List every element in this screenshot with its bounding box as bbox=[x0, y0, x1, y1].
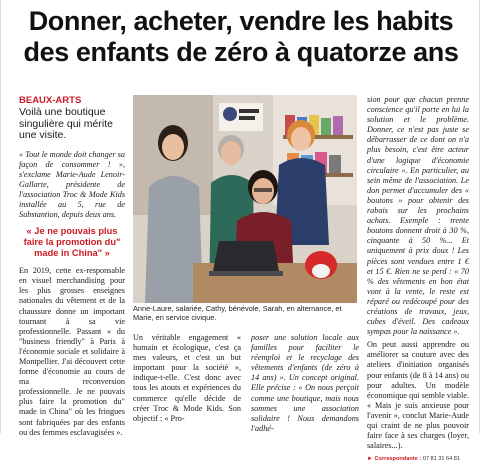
column-2 bbox=[133, 333, 241, 424]
photo-illustration bbox=[133, 95, 357, 303]
correspondent-label: Correspondante : bbox=[374, 456, 422, 463]
correspondent-line bbox=[367, 454, 469, 464]
col3-paragraph: poser une solution locale aux familles pour faciliter le réemploi et le recyclage des vêtements d'enfants (de zéro à 14 ans) ». Un concept original. Elle précise : « On nous perçoit comme une boutique, mais nous sommes une association solidaire ! Nous demandons l'adhé- bbox=[251, 333, 359, 433]
col1-paragraph-2: En 2019, cette ex-responsable en visuel merchandising pour les plus grosses enseignes nationales du vêtement et de la chaussure donne un important tournant à sa vie professionnelle. Passant « du "business friendly" à Paris à l'économie sociale et solidaire à Montpellier. J'ai découvert cette forme d'économie au cours de ma reconversion professionnelle. Je ne pouvais plus faire la promotion du" made in China" où les fringues sont fabriquées par des enfants ou des femmes esclavagisées ». bbox=[19, 266, 125, 437]
column-1 bbox=[19, 95, 125, 438]
photo-caption: Anne-Laure, salariée, Cathy, bénévole, Sarah, en alternance, et Marie, en service civique. bbox=[133, 304, 342, 322]
column-3 bbox=[251, 333, 359, 434]
col1-paragraph-1: « Tout le monde doit changer sa façon de consommer ! », s'exclame Marie-Aude Lenoir-Gallarte, présidente de l'association Troc & Mode Kids installée au 5, rue de Substantion, depuis deux ans. bbox=[19, 149, 125, 220]
correspondent-phone: 07 81 31 64 81 bbox=[422, 456, 461, 463]
arrow-bullet-icon: ► bbox=[367, 456, 373, 463]
col2-paragraph: Un véritable engagement « humain et écologique, c'est ça mes valeurs, et c'est un but important pour la société », indique-t-elle. C'est donc avec tous les atouts et expériences du commerce qu'elle décide de créer Troc & Mode Kids. Son objectif : « Pro- bbox=[133, 333, 241, 423]
col4-paragraph-1: sion pour que chacun prenne conscience qu'il porte en lui la solution et le problème. Donner, ce n'est pas juste se débarrasser de ce dont on n'a plus besoin, c'est être acteur d'une logique d'économie circulaire ». En particulier, au sein même de l'association. Le don permet d'accumuler des « boutons » pour obtenir des rabais sur les prochains achats. Exemple : trente boutons donnent droit à 30 %, cinquante à 50 %... Et uniquement à prix doux ! Les pièces sont vendues entre 1 € et 15 €. Rien ne se perd : « 70 % des vêtements en bon état vont à la vente, le reste est réparé ou redécoupé pour des créations de travaux, jeux, cubes d'éveil. Des cadeaux sympas pour la naissance ». bbox=[367, 95, 469, 337]
rubric-label: BEAUX-ARTS bbox=[19, 95, 82, 106]
headline: Donner, acheter, vendre les habits des enfants de zéro à quatorze ans bbox=[23, 6, 459, 67]
pull-quote: « Je ne pouvais plus faire la promotion du" made in China" » bbox=[23, 226, 121, 259]
column-4 bbox=[367, 95, 469, 464]
intro-text: Voilà une boutique singulière qui mérite une visite. bbox=[19, 106, 113, 141]
col4-paragraph-2: On peut aussi apprendre ou améliorer sa couture avec des ateliers d'initiation organisés pour enfants (de 8 à 14 ans) ou pour adultes. Un modèle économique qui semble viable. « Mais je suis anxieuse pour l'avenir », conclut Marie-Aude qui craint de ne plus pouvoir faire face à ses charges (loyer, salaires...). bbox=[367, 340, 469, 451]
article-photo bbox=[133, 95, 357, 303]
